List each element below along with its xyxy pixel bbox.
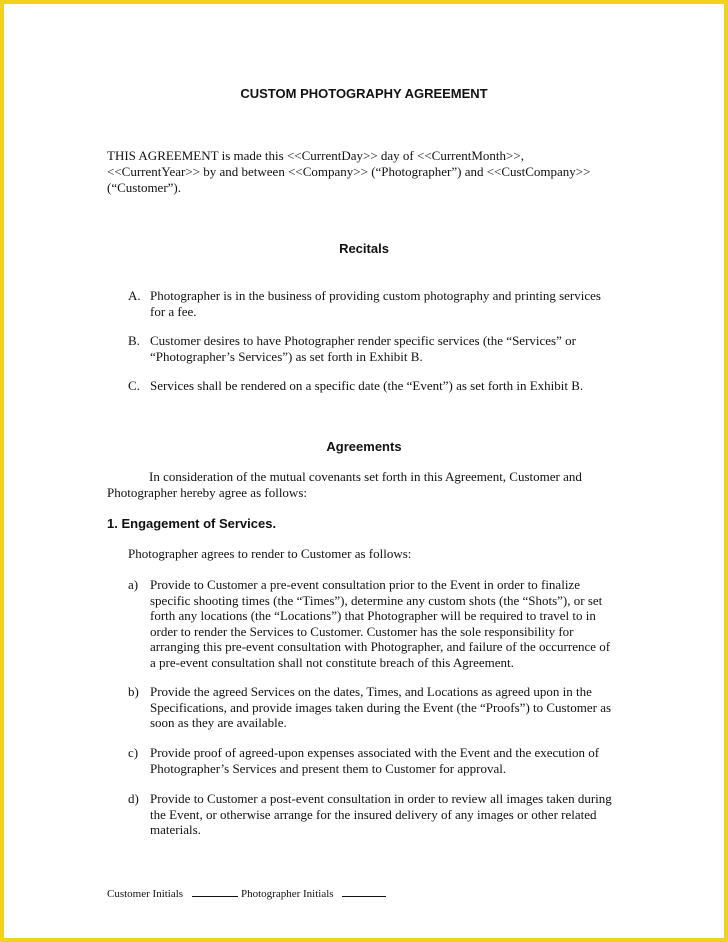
engagement-line: Provide the agreed Services on the dates, Times, and Locations as agreed upon in the [150,684,592,699]
recital-item [150,378,630,394]
recital-line: Photographer is in the business of providing custom photography and printing services [150,288,601,303]
engagement-letter: b) [128,684,139,699]
engagement-item [150,577,630,670]
engagement-item [150,791,630,838]
engagement-letter: c) [128,745,139,760]
engagement-letter: d) [128,791,139,806]
recital-letter: B. [128,333,140,348]
engagement-line: a pre-event consultation shall not constitute breach of this Agreement. [150,654,514,670]
photographer-initials-blank [342,887,386,897]
intro-line: (“Customer”). [107,180,182,195]
agreements-intro-line: Photographer hereby agree as follows: [107,484,307,500]
engagement-item [150,684,630,731]
recital-item [150,288,630,319]
engagement-line: Provide proof of agreed-upon expenses associated with the Event and the execution of [150,745,600,760]
engagement-line: Provide to Customer a pre-event consultation prior to the Event in order to finalize [150,577,580,592]
engagement-letter: a) [128,577,139,592]
agreements-intro [107,469,627,500]
engagement-line: the Event, or otherwise arrange for the insured delivery of any images or other related [150,806,597,822]
engagement-intro: Photographer agrees to render to Customer as follows: [128,546,412,561]
recital-letter: C. [128,378,140,393]
intro-line: THIS AGREEMENT is made this <<CurrentDay>> day of <<CurrentMonth>>, [107,148,524,163]
engagement-line: Provide to Customer a post-event consultation in order to review all images taken during [150,791,612,806]
engagement-line: Photographer’s Services and present them to Customer for approval. [150,760,507,776]
customer-initials-blank [192,887,238,897]
engagement-heading: 1. Engagement of Services. [107,516,277,531]
photographer-initials-field [241,887,386,900]
intro-line: <<CurrentYear>> by and between <<Company>> (“Photographer”) and <<CustCompany>> [107,164,591,179]
recital-line: Services shall be rendered on a specific date (the “Event”) as set forth in Exhibit B. [150,378,584,393]
recital-line: for a fee. [150,303,197,319]
recital-item [150,333,630,364]
engagement-line: order to render the Services to Customer. Customer has the sole responsibility for [150,623,574,639]
agreements-intro-line: In consideration of the mutual covenants set forth in this Agreement, Customer and [149,469,582,484]
engagement-line: forth any locations (the “Locations”) that Photographer will be required to travel to in [150,608,596,623]
engagement-line: soon as they are available. [150,715,287,730]
engagement-item [150,745,630,776]
document-title: CUSTOM PHOTOGRAPHY AGREEMENT [240,86,488,101]
engagement-line: arranging this pre-event consultation with Photographer, and failure of the occurrence of [150,639,611,654]
engagement-line: Specifications, and provide images taken during the Event (the “Proofs”) to Customer as [150,699,612,715]
recital-line: “Photographer’s Services”) as set forth in Exhibit B. [150,348,423,364]
recitals-heading: Recitals [339,241,389,256]
recital-letter: A. [128,288,141,303]
photographer-initials-label: Photographer Initials [241,888,334,900]
engagement-line: materials. [150,822,201,837]
engagement-line: specific shooting times (the “Times”), determine any custom shots (the “Shots”), or set [150,592,603,608]
customer-initials-field [107,887,238,900]
recital-line: Customer desires to have Photographer render specific services (the “Services” or [150,333,576,348]
intro-paragraph [107,148,627,196]
agreements-heading: Agreements [326,439,402,454]
customer-initials-label: Customer Initials [107,888,184,900]
